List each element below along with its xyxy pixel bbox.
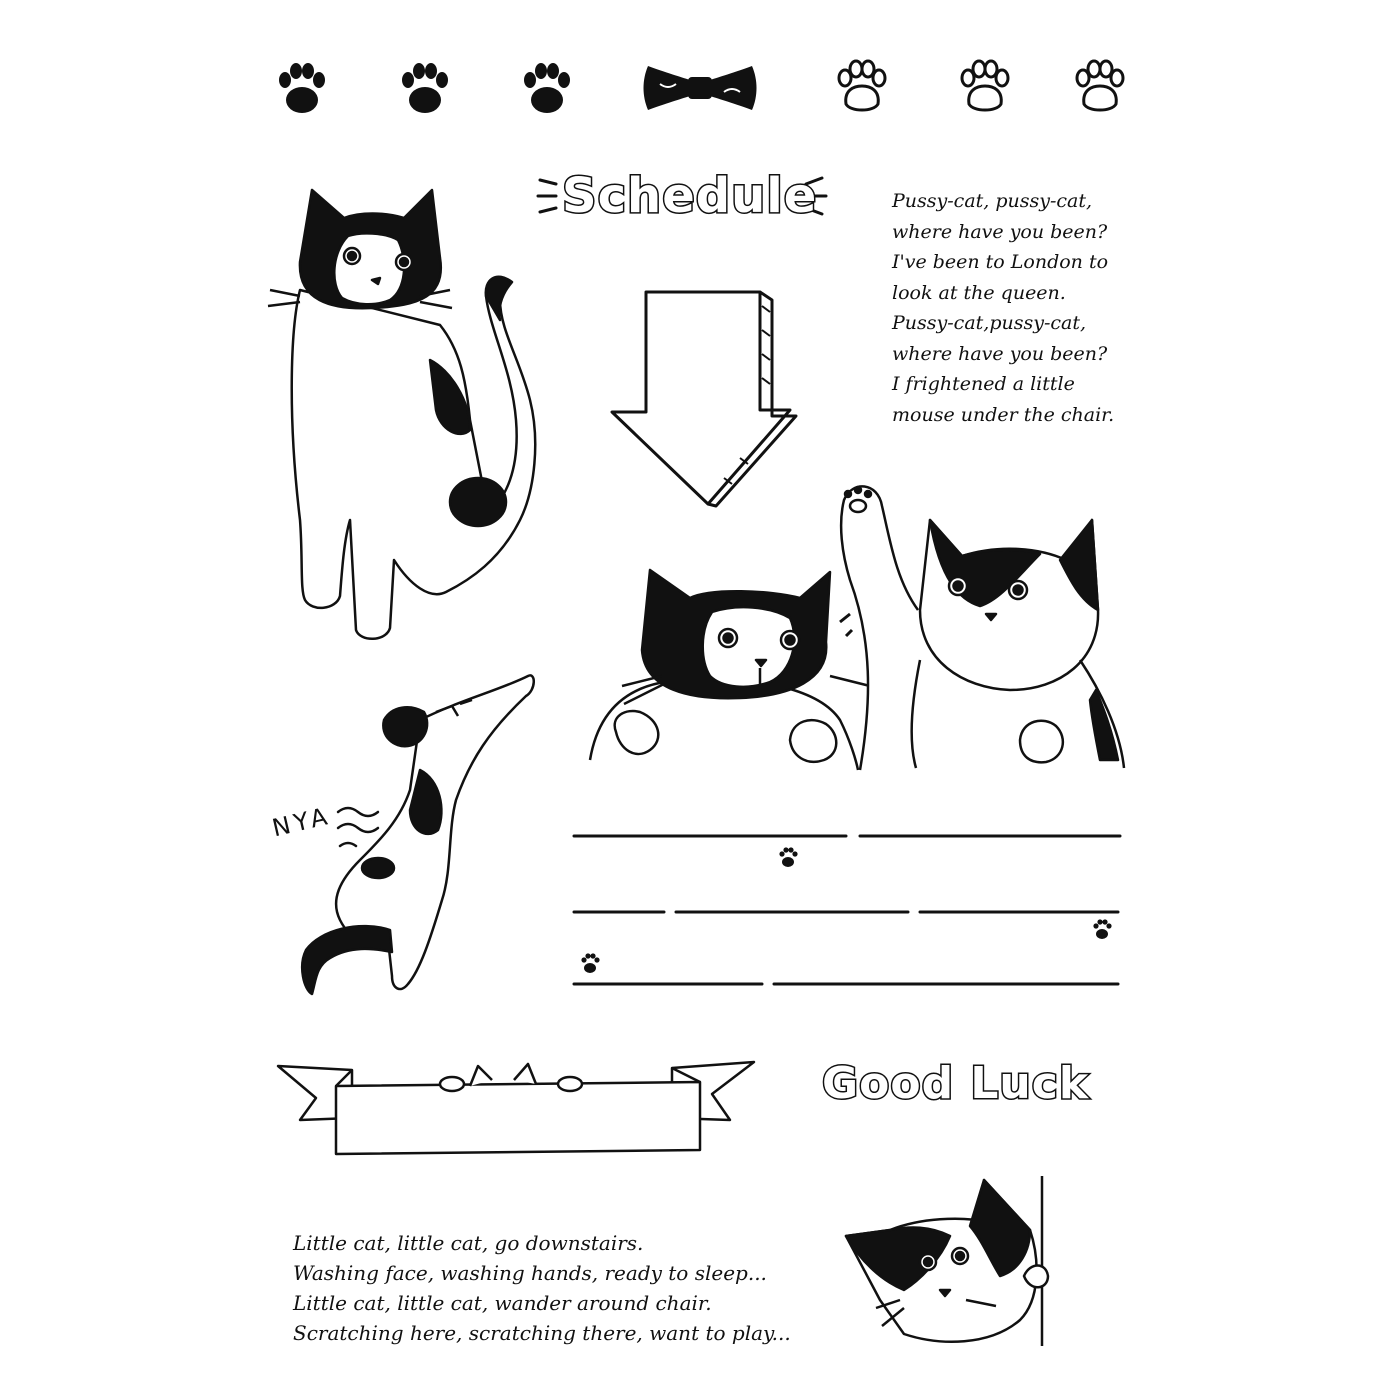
poem-line: I've been to London to bbox=[892, 251, 1109, 273]
peeking-cats-illustration bbox=[590, 486, 1124, 770]
poem-line: look at the queen. bbox=[892, 281, 1066, 304]
poem-line: Pussy-cat, pussy-cat, bbox=[892, 190, 1093, 212]
ribbon-banner bbox=[278, 1062, 754, 1154]
nya-label: NYA bbox=[269, 801, 334, 843]
stretching-cat-illustration bbox=[302, 675, 534, 994]
paw-solid-icon bbox=[279, 63, 325, 113]
poem-line: Little cat, little cat, wander around chair. bbox=[293, 1291, 712, 1315]
paw-solid-icon bbox=[524, 63, 570, 113]
poem-line: where have you been? bbox=[892, 342, 1108, 365]
poem-bottom bbox=[293, 1228, 791, 1348]
corner-peeking-cat-illustration bbox=[846, 1176, 1048, 1346]
poem-line: I frightened a little bbox=[892, 373, 1075, 395]
poem-line: mouse under the chair. bbox=[892, 403, 1115, 426]
paw-tiny-icon bbox=[779, 847, 797, 867]
paw-tiny-icon bbox=[581, 953, 599, 973]
paw-outline-icon bbox=[1077, 61, 1123, 110]
bow-tie-icon bbox=[644, 66, 757, 110]
paw-outline-icon bbox=[962, 61, 1008, 110]
schedule-title: Schedule bbox=[562, 168, 818, 224]
poem-line: Little cat, little cat, go downstairs. bbox=[293, 1231, 644, 1255]
sitting-cat-illustration bbox=[268, 190, 535, 639]
paw-tiny-icon bbox=[1093, 919, 1111, 939]
down-arrow-icon bbox=[612, 292, 796, 506]
poem-line: where have you been? bbox=[892, 220, 1108, 243]
poem-top bbox=[892, 186, 1114, 430]
top-icon-row bbox=[279, 61, 1123, 113]
good-luck-title: Good Luck bbox=[822, 1058, 1090, 1109]
poem-line: Washing face, washing hands, ready to sleep... bbox=[293, 1261, 767, 1285]
poem-line: Scratching here, scratching there, want to play... bbox=[293, 1321, 791, 1345]
paw-outline-icon bbox=[839, 61, 885, 110]
paw-solid-icon bbox=[402, 63, 448, 113]
writing-lines bbox=[574, 836, 1120, 984]
poem-line: Pussy-cat,pussy-cat, bbox=[892, 312, 1087, 334]
motion-lines bbox=[338, 808, 378, 846]
